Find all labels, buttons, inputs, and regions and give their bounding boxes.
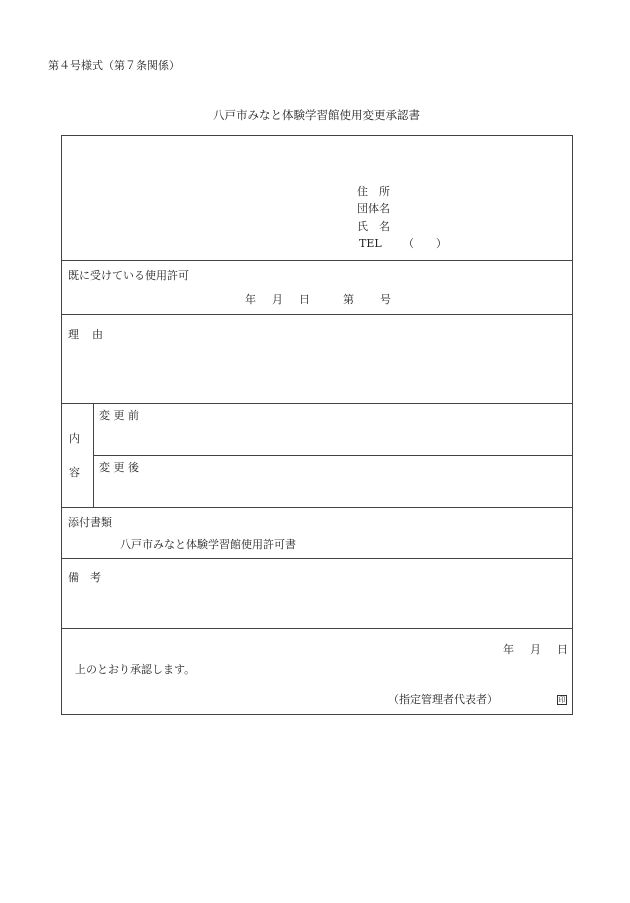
divider xyxy=(62,403,572,404)
divider xyxy=(62,558,572,559)
before-change-label: 変 更 前 xyxy=(99,409,139,422)
divider xyxy=(93,403,94,507)
signer-label: （指定管理者代表者） xyxy=(388,693,498,706)
approval-day-label: 日 xyxy=(557,643,568,656)
permit-number-suffix: 号 xyxy=(380,293,391,306)
document-title: 八戸市みなと体験学習館使用変更承認書 xyxy=(213,108,420,122)
after-change-label: 変 更 後 xyxy=(99,461,139,474)
reason-label: 理 由 xyxy=(68,328,104,341)
existing-permit-label: 既に受けている使用許可 xyxy=(68,269,189,282)
approval-statement: 上のとおり承認します。 xyxy=(75,663,196,676)
approval-year-label: 年 xyxy=(503,643,514,656)
form-number: 第４号様式（第７条関係） xyxy=(48,59,180,72)
group-name-label: 団体名 xyxy=(357,202,390,215)
tel-parens: （ ） xyxy=(403,237,447,250)
permit-number-prefix: 第 xyxy=(343,293,354,306)
divider xyxy=(93,455,573,456)
divider xyxy=(62,507,572,508)
remarks-label: 備 考 xyxy=(68,571,101,584)
divider xyxy=(62,314,572,315)
divider xyxy=(62,260,572,261)
divider xyxy=(62,628,572,629)
name-label: 氏 名 xyxy=(357,220,390,233)
content-label-1: 内 xyxy=(69,432,80,445)
permit-month-label: 月 xyxy=(272,293,283,306)
attachments-label: 添付書類 xyxy=(68,516,112,529)
permit-day-label: 日 xyxy=(299,293,310,306)
content-label-2: 容 xyxy=(69,466,80,479)
tel-label: TEL xyxy=(359,237,382,250)
attachment-item: 八戸市みなと体験学習館使用許可書 xyxy=(120,538,296,551)
address-label: 住 所 xyxy=(357,185,390,198)
approval-form xyxy=(61,135,573,715)
permit-year-label: 年 xyxy=(245,293,256,306)
seal-icon: 印 xyxy=(558,696,566,704)
approval-month-label: 月 xyxy=(530,643,541,656)
